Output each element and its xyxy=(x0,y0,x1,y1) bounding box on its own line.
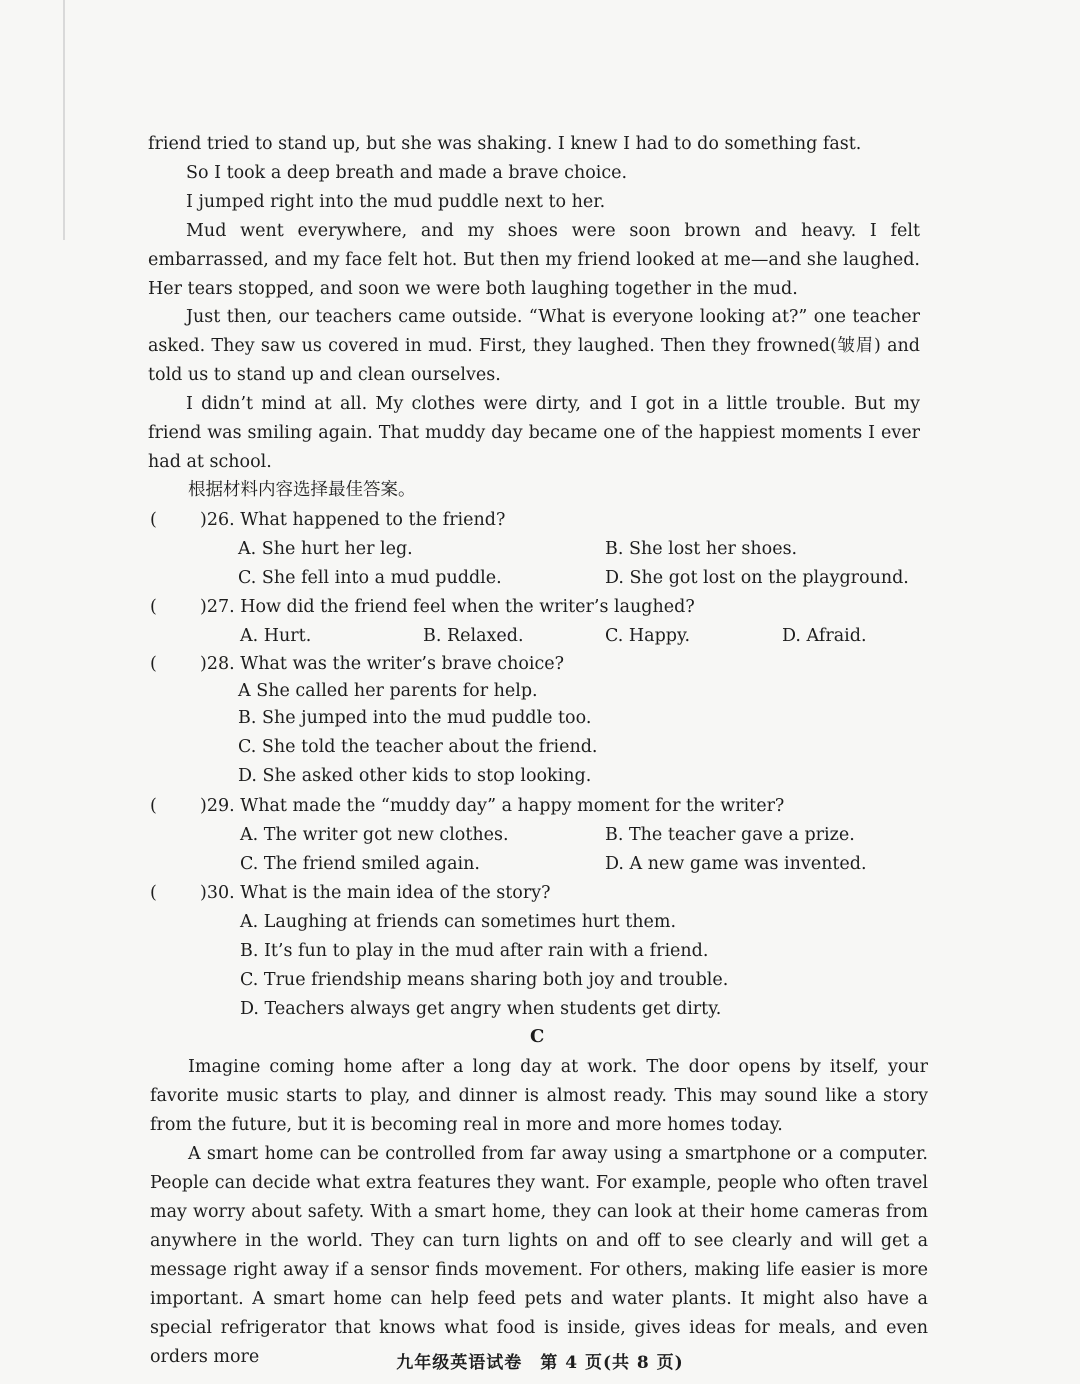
question-30-stem: )30. What is the main idea of the story? xyxy=(200,883,551,903)
q28-option-c[interactable]: C. She told the teacher about the friend. xyxy=(238,737,598,757)
answer-blank-28[interactable]: ( xyxy=(150,654,157,674)
q26-option-b[interactable]: B. She lost her shoes. xyxy=(605,539,798,559)
passage-b-paragraph-2: So I took a deep breath and made a brave choice. xyxy=(186,163,628,183)
answer-blank-30[interactable]: ( xyxy=(150,883,157,903)
q30-option-b[interactable]: B. It’s fun to play in the mud after rain with a friend. xyxy=(240,941,709,961)
q30-option-d[interactable]: D. Teachers always get angry when students get dirty. xyxy=(240,999,722,1019)
answer-blank-26[interactable]: ( xyxy=(150,510,157,530)
q26-option-d[interactable]: D. She got lost on the playground. xyxy=(605,568,909,588)
q28-option-b[interactable]: B. She jumped into the mud puddle too. xyxy=(238,708,592,728)
question-29-stem: )29. What made the “muddy day” a happy moment for the writer? xyxy=(200,796,785,816)
q27-option-c[interactable]: C. Happy. xyxy=(605,626,691,646)
question-27-stem: )27. How did the friend feel when the writer’s laughed? xyxy=(200,597,695,617)
q26-option-c[interactable]: C. She fell into a mud puddle. xyxy=(238,568,502,588)
q29-option-b[interactable]: B. The teacher gave a prize. xyxy=(605,825,855,845)
q27-option-a[interactable]: A. Hurt. xyxy=(240,626,312,646)
passage-b-paragraph-4: Mud went everywhere, and my shoes were soon brown and heavy. I felt embarrassed, and my face felt hot. But then my friend looked at me—and she laughed. Her tears stopped, and soon we were both laughing together in the mud. xyxy=(148,221,920,299)
question-28-stem: )28. What was the writer’s brave choice? xyxy=(200,654,565,674)
answer-blank-27[interactable]: ( xyxy=(150,597,157,617)
question-26-stem: )26. What happened to the friend? xyxy=(200,510,506,530)
q28-option-d[interactable]: D. She asked other kids to stop looking. xyxy=(238,766,592,786)
q30-option-c[interactable]: C. True friendship means sharing both joy and trouble. xyxy=(240,970,729,990)
q30-option-a[interactable]: A. Laughing at friends can sometimes hurt them. xyxy=(240,912,677,932)
passage-b-paragraph-5: Just then, our teachers came outside. “What is everyone looking at?” one teacher asked. They saw us covered in mud. First, they laughed. Then they frowned(皱眉) and told us to stand up and clean ourselves. xyxy=(148,307,920,385)
q27-option-d[interactable]: D. Afraid. xyxy=(782,626,867,646)
passage-b-paragraph-6: I didn’t mind at all. My clothes were dirty, and I got in a little trouble. But my friend was smiling again. That muddy day became one of the happiest moments I ever had at school. xyxy=(148,394,920,472)
passage-b-paragraph-3: I jumped right into the mud puddle next to her. xyxy=(186,192,606,212)
q26-option-a[interactable]: A. She hurt her leg. xyxy=(238,539,413,559)
passage-b-paragraph-1: friend tried to stand up, but she was shaking. I knew I had to do something fast. xyxy=(148,134,862,154)
q28-option-a[interactable]: A She called her parents for help. xyxy=(238,681,538,701)
q29-option-a[interactable]: A. The writer got new clothes. xyxy=(240,825,509,845)
q27-option-b[interactable]: B. Relaxed. xyxy=(423,626,524,646)
q29-option-c[interactable]: C. The friend smiled again. xyxy=(240,854,480,874)
passage-c-paragraph-2: A smart home can be controlled from far away using a smartphone or a computer. People can decide what extra features they want. For example, people who often travel may worry about safety. With a smart home, they can look at their home cameras from anywhere in the world. They can turn lights on and off to see clearly and will get a message right away if a sensor finds movement. For others, making life easier is more important. A smart home can help feed pets and water plants. It might also have a special refrigerator that knows what food is inside, gives ideas for meals, and even orders more xyxy=(150,1144,928,1367)
answer-blank-29[interactable]: ( xyxy=(150,796,157,816)
page-footer: 九年级英语试卷 第 4 页(共 8 页) xyxy=(396,1353,684,1373)
passage-c-paragraph-1: Imagine coming home after a long day at work. The door opens by itself, your favorite music starts to play, and dinner is almost ready. This may sound like a story from the future, but it is becoming real in more and more homes today. xyxy=(150,1057,928,1135)
section-c-heading: C xyxy=(530,1026,545,1047)
q29-option-d[interactable]: D. A new game was invented. xyxy=(605,854,867,874)
binding-margin-line xyxy=(63,0,65,240)
question-instruction: 根据材料内容选择最佳答案。 xyxy=(188,480,416,500)
